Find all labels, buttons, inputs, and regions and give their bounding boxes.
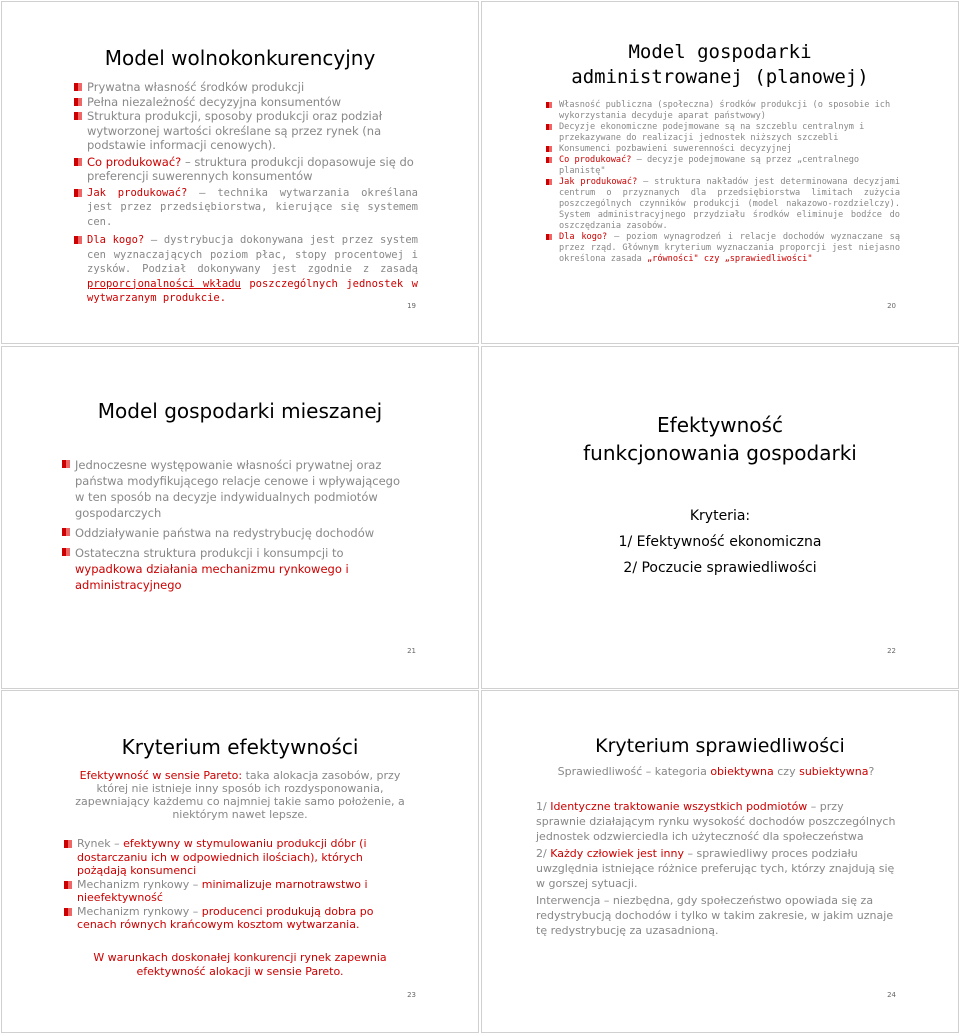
slide-title: Efektywność funkcjonowania gospodarki [583,413,857,465]
bullet: Dla kogo? – dystrybucja dokonywana jest przez system cen wyznaczających poziom płac, stopy procentowej i zysków. Podział dokonywany jest zgodnie z zasadą proporcjonalności wkładu poszczególnych jednostek w wytwarzanym produkcie. [74,233,418,306]
slide-19 [1,1,479,344]
bullet: Oddziaływanie państwa na redystrybucję dochodów [62,525,412,541]
slide-21 [1,346,479,689]
bullet: Mechanizm rynkowy – producenci produkują dobra po cenach równych krańcowym kosztom wytwarzania. [64,905,416,932]
bullet: Rynek – efektywny w stymulowaniu produkcji dóbr (i dostarczaniu ich w odpowiednich ilościach), których pożądają konsumenci [64,837,416,878]
bullet: Dla kogo? – poziom wynagrodzeń i relacje dochodów wyznaczane są przez rząd. Głównym kryterium wyznaczania proporcji jest niejasno określona zasada „równości" czy „sprawiedliwości" [546,232,900,265]
slide-number: 21 [407,647,416,655]
slide-title: Model gospodarki administrowanej (planowej) [571,41,869,88]
paragraph: Interwencja – niezbędna, gdy społeczeństwo opowiada się za redystrybucją dochodów i tylko w takim zakresie, w jakim uznaje tę redystrybucję za uzasadnioną. [536,894,894,937]
slide-number: 23 [407,991,416,999]
slide-number: 19 [407,302,416,310]
paragraph: 1/ Identyczne traktowanie wszystkich podmiotów – przy sprawnie działającym rynku wysokość dochodów poszczególnych jednostek odzwierciedla ich użyteczność dla społeczeństwa [536,800,896,843]
question: Sprawiedliwość – kategoria obiektywna czy subiektywna? [557,765,875,778]
slide-20 [481,1,959,344]
slide-title: Kryterium efektywności [121,735,359,759]
bullet: Konsumenci pozbawieni suwerenności decyzyjnej [546,144,900,155]
bullet: Ostateczna struktura produkcji i konsumpcji to wypadkowa działania mechanizmu rynkowego i administracyjnego [62,545,412,593]
slide-24 [481,690,959,1033]
bullet: Mechanizm rynkowy – minimalizuje marnotrawstwo i nieefektywność [64,878,416,905]
bullet: Decyzje ekonomiczne podejmowane są na szczeblu centralnym i przekazywane do realizacji jednostek niższych szczebli [546,122,900,144]
criteria-list: Kryteria: 1/ Efektywność ekonomiczna 2/ Poczucie sprawiedliwości [618,508,822,576]
bullet: Co produkować? – decyzje podejmowane są przez „centralnego planistę" [546,155,900,177]
bullet: Jak produkować? – technika wytwarzania określana jest przez przedsiębiorstwa, kierujące się systemem cen. [74,186,418,230]
paragraph: 2/ Każdy człowiek jest inny – sprawiedliwy proces podziału uwzględnia istniejące różnice preferując tych, którzy znajdują się w gorszej sytuacji. [536,847,895,890]
slide-title: Model wolnokonkurencyjny [104,46,376,70]
slide-title: Model gospodarki mieszanej [97,399,383,423]
bullet: Pełna niezależność decyzyjna konsumentów [74,95,418,110]
conclusion: W warunkach doskonałej konkurencji rynek zapewnia efektywność alokacji w sensie Pareto. [93,951,387,978]
slide-number: 22 [887,647,896,655]
bullet: Jak produkować? – struktura nakładów jest determinowana decyzjami centrum o przyznanych dla przedsiębiorstwa limitach zużycia poszczególnych czynników produkcji (model nakazowo-rozdzielczy). System administracyjnego przydziału środków eliminuje bodźce do oszczędzania zasobów. [546,177,900,232]
bullet: Jednoczesne występowanie własności prywatnej oraz państwa modyfikującego relacje cenowe i wpływającego w ten sposób na decyzje indywidualnych podmiotów gospodarczych [62,457,412,521]
bullet: Prywatna własność środków produkcji [74,80,418,95]
bullet: Struktura produkcji, sposoby produkcji oraz podział wytworzonej wartości określane są przez rynek (na podstawie informacji cenowych). [74,109,418,153]
slide-23 [1,690,479,1033]
slide-number: 24 [887,991,896,999]
slide-22 [481,346,959,689]
bullet: Co produkować? – struktura produkcji dopasowuje się do preferencji suwerennych konsumentów [74,155,418,184]
slide-number: 20 [887,302,896,310]
bullet: Własność publiczna (społeczna) środków produkcji (o sposobie ich wykorzystania decyduje aparat państwowy) [546,100,900,122]
pareto-definition: Efektywność w sensie Pareto: taka alokacja zasobów, przy której nie istnieje inny sposób ich rozdysponowania, zapewniający każdemu co najmniej takie samo położenie, a niektórym nawet lepsze. [75,769,405,821]
slide-title: Kryterium sprawiedliwości [595,735,845,757]
